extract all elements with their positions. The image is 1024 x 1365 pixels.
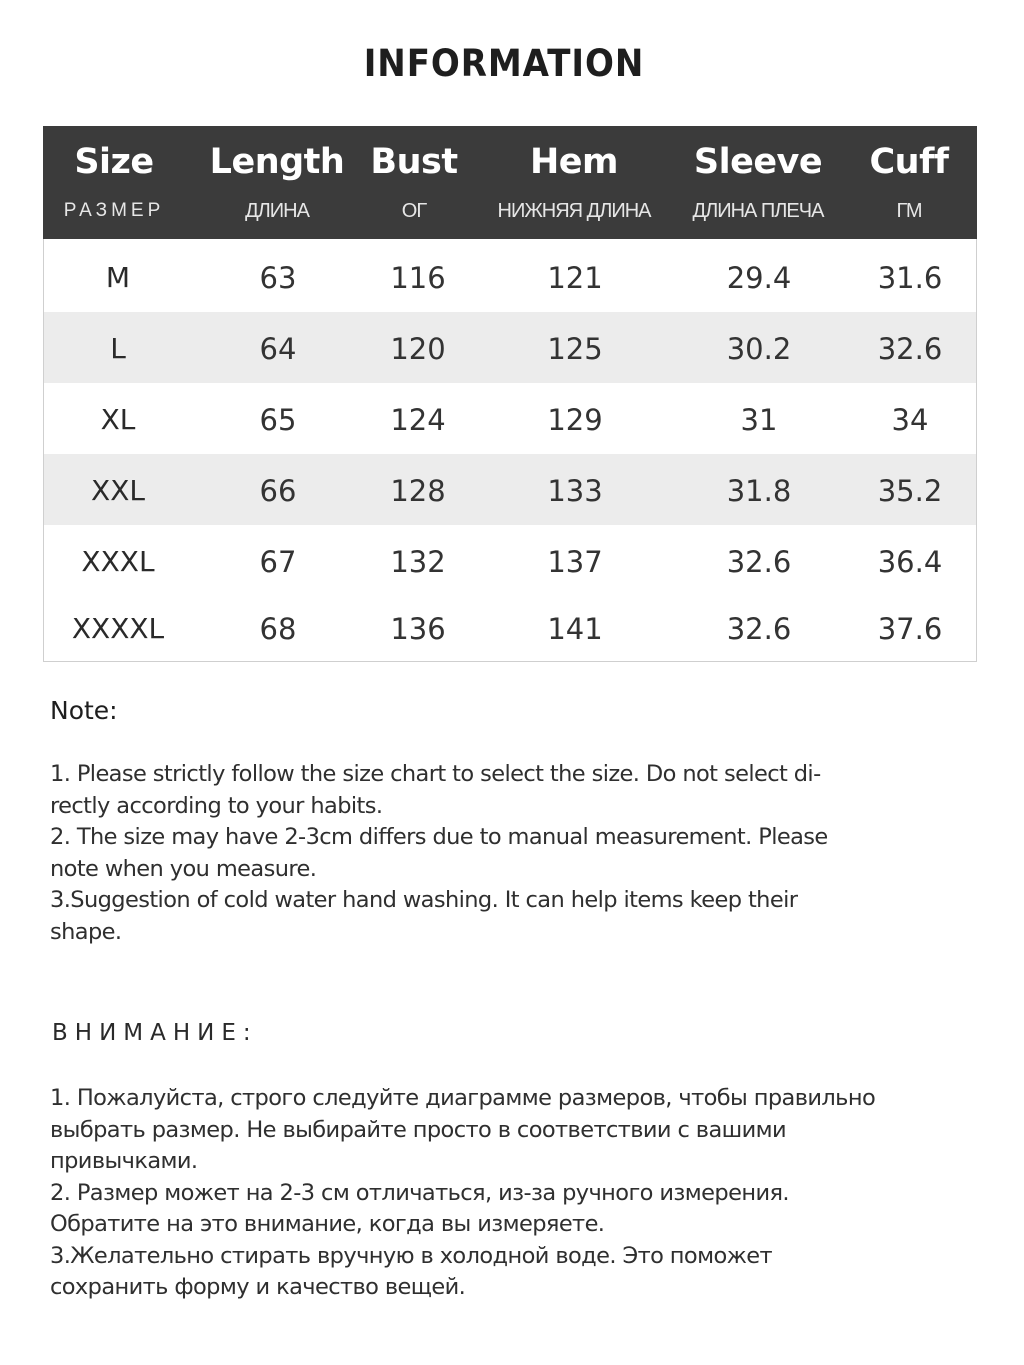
hem-cell: 129 bbox=[547, 403, 603, 437]
note-title: Note: bbox=[50, 696, 118, 725]
table-row bbox=[44, 241, 976, 312]
header-sleeve-label: Sleeve bbox=[693, 142, 823, 182]
header-size-label: Size bbox=[74, 142, 154, 182]
header-length bbox=[203, 126, 351, 239]
russian-note-title: ВНИМАНИЕ: bbox=[52, 1020, 258, 1046]
length-cell: 66 bbox=[259, 474, 297, 508]
header-length-sublabel: ДЛИНА bbox=[245, 200, 309, 222]
sleeve-cell: 32.6 bbox=[726, 612, 792, 646]
table-row bbox=[44, 525, 976, 596]
size-chart-table bbox=[43, 126, 977, 662]
page-title: INFORMATION bbox=[363, 42, 645, 85]
hem-cell: 125 bbox=[547, 332, 603, 366]
header-sleeve bbox=[679, 126, 837, 239]
cuff-cell: 32.6 bbox=[877, 332, 943, 366]
header-bust-label: Bust bbox=[370, 142, 458, 182]
header-size-sublabel: РАЗМЕР bbox=[63, 200, 165, 221]
note-text: 1. Please strictly follow the size chart to select the size. Do not select di- rectly according to your habits. 2. The size may have 2-3cm differs due to manual measurement. Please note when you measure. 3.Suggestion of cold water hand washing. It can help items keep their shape. bbox=[50, 761, 828, 945]
cuff-cell: 36.4 bbox=[877, 545, 943, 579]
header-bust bbox=[359, 126, 469, 239]
cuff-cell: 31.6 bbox=[877, 261, 943, 295]
bust-cell: 120 bbox=[390, 332, 446, 366]
size-cell: L bbox=[110, 332, 126, 365]
hem-cell: 121 bbox=[547, 261, 603, 295]
header-bust-sublabel: ОГ bbox=[401, 200, 427, 222]
cuff-cell: 34 bbox=[891, 403, 929, 437]
header-size bbox=[43, 126, 185, 239]
size-cell: M bbox=[105, 261, 131, 294]
header-hem-label: Hem bbox=[530, 142, 618, 182]
length-cell: 64 bbox=[259, 332, 297, 366]
bust-cell: 116 bbox=[390, 261, 446, 295]
length-cell: 65 bbox=[259, 403, 297, 437]
header-cuff bbox=[853, 126, 965, 239]
bust-cell: 132 bbox=[390, 545, 446, 579]
sleeve-cell: 29.4 bbox=[726, 261, 792, 295]
cuff-cell: 35.2 bbox=[877, 474, 943, 508]
sleeve-cell: 32.6 bbox=[726, 545, 792, 579]
header-hem-sublabel: НИЖНЯЯ ДЛИНА bbox=[497, 200, 651, 222]
length-cell: 67 bbox=[259, 545, 297, 579]
length-cell: 68 bbox=[259, 612, 297, 646]
header-cuff-label: Cuff bbox=[869, 142, 949, 182]
table-row bbox=[44, 312, 976, 383]
sleeve-cell: 31.8 bbox=[726, 474, 792, 508]
hem-cell: 133 bbox=[547, 474, 603, 508]
header-length-label: Length bbox=[209, 142, 345, 182]
header-hem bbox=[489, 126, 659, 239]
sleeve-cell: 30.2 bbox=[726, 332, 792, 366]
cuff-cell: 37.6 bbox=[877, 612, 943, 646]
table-header bbox=[43, 126, 977, 239]
hem-cell: 141 bbox=[547, 612, 603, 646]
size-cell: XXL bbox=[91, 474, 145, 507]
table-row bbox=[44, 592, 976, 663]
size-cell: XXXL bbox=[81, 545, 155, 578]
bust-cell: 124 bbox=[390, 403, 446, 437]
table-row bbox=[44, 383, 976, 454]
length-cell: 63 bbox=[259, 261, 297, 295]
russian-note-text: 1. Пожалуйста, строго следуйте диаграмме размеров, чтобы правильно выбрать размер. Не выбирайте просто в соответствии с вашими привычками. 2. Размер может на 2-3 см отличаться, из-за ручного измерения. Обратите на это внимание, когда вы измеряете. 3.Желательно стирать вручную в холодной воде. Это поможет сохранить форму и качество вещей. bbox=[50, 1085, 876, 1300]
header-sleeve-sublabel: ДЛИНА ПЛЕЧА bbox=[692, 200, 824, 222]
bust-cell: 136 bbox=[390, 612, 446, 646]
sleeve-cell: 31 bbox=[740, 403, 778, 437]
header-cuff-sublabel: ГМ bbox=[896, 200, 922, 222]
table-row bbox=[44, 454, 976, 525]
size-cell: XL bbox=[100, 403, 136, 436]
hem-cell: 137 bbox=[547, 545, 603, 579]
size-cell: XXXXL bbox=[71, 612, 165, 645]
bust-cell: 128 bbox=[390, 474, 446, 508]
